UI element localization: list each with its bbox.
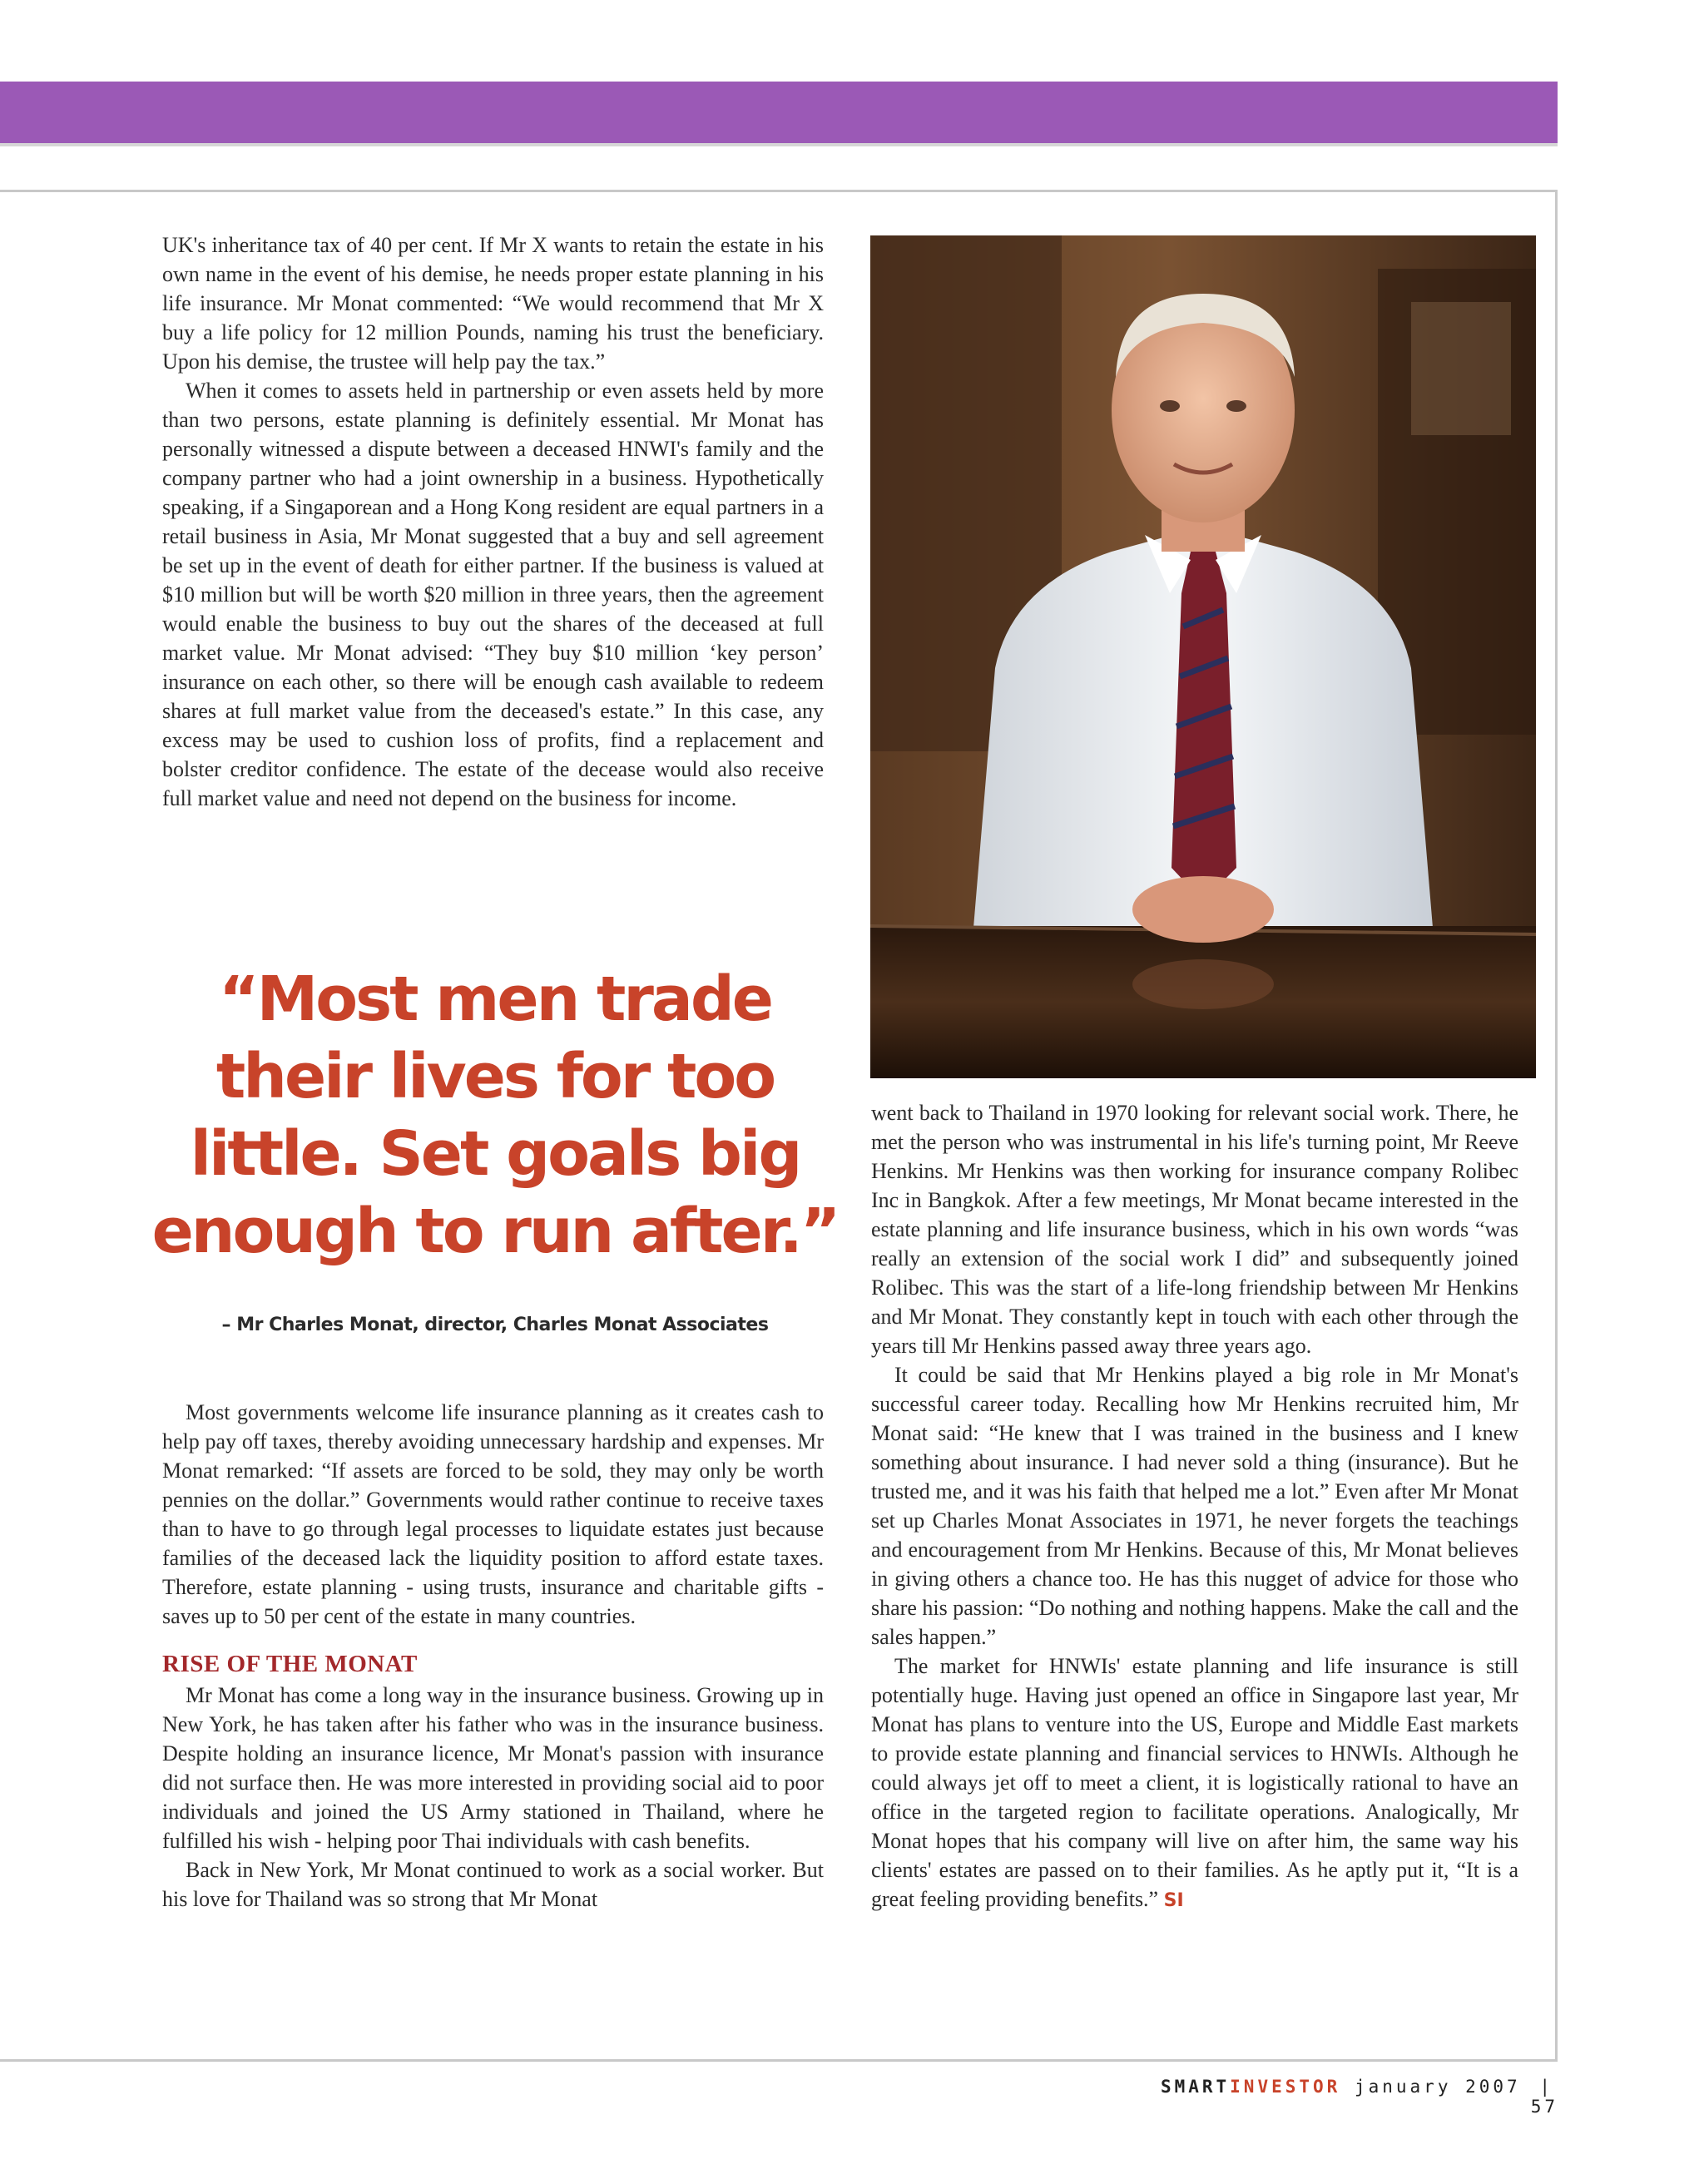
section-subhead: RISE OF THE MONAT — [162, 1651, 418, 1677]
end-mark: SI — [1163, 1890, 1184, 1911]
paragraph: went back to Thailand in 1970 looking for relevant social work. There, he met the person who was instrumental in his life's turning point, Mr Reeve Henkins. Mr Henkins was then working for insurance company Rolibec Inc in Bangkok. After a few meetings, Mr Monat became interested in the estate planning and life insurance business, which in his own words “was really an extension of the social work I did” and subsequently joined Rolibec. This was the start of a life-long friendship between Mr Henkins and Mr Monat. They constantly kept in touch with each other through the years till Mr Henkins passed away three years ago. — [871, 1101, 1518, 1358]
paragraph: When it comes to assets held in partnership or even assets held by more than two persons, estate planning is definitely essential. Mr Monat has personally witnessed a dispute between a deceased HNWI's family and the company partner who had a joint ownership in a business. Hypothetically speaking, if a Singaporean and a Hong Kong resident are equal partners in a retail business in Asia, Mr Monat suggested that a buy and sell agreement be set up in the event of death for either partner. If the business is valued at $10 million but will be worth $20 million in three years, then the agreement would enable the business to buy out the shares of the deceased at full market value. Mr Monat advised: “They buy $10 million ‘key person’ insurance on each other, so there will be enough cash available to redeem shares at full market value from the deceased's estate.” In this case, any excess may be used to cushion loss of profits, find a replacement and bolster creditor confidence. The estate of the decease would also receive full market value and need not depend on the business for income. — [162, 379, 824, 810]
article-column-1-top — [162, 230, 824, 813]
top-divider — [0, 190, 1558, 192]
header-banner — [0, 82, 1558, 143]
paragraph-text: The market for HNWIs' estate planning and life insurance is still potentially huge. Having just opened an office in Singapore last year, Mr Monat has plans to venture into the US, Europe and Middle East markets to provide estate planning and financial services to HNWIs. Although he could always jet off to meet a client, it is logistically rational to have an office in the targeted region to facilitate operations. Analogically, Mr Monat hopes that his company will live on after him, the same way his clients' estates are passed on to their families. As he aptly put it, “It is a great feeling providing benefits.” — [871, 1654, 1518, 1911]
pull-quote — [150, 961, 840, 1270]
portrait-photo — [870, 235, 1536, 1078]
article-column-2 — [871, 1098, 1518, 1915]
paragraph: It could be said that Mr Henkins played a big role in Mr Monat's successful career today. Recalling how Mr Henkins recruited him, Mr Monat said: “He knew that I was trained in the business and I knew something about insurance. I had never sold a thing (insurance). But he trusted me, and it was his faith that helped me a lot.” Even after Mr Monat set up Charles Monat Associates in 1971, he never forgets the teachings and encouragement from Mr Henkins. Because of this, Mr Monat believes in giving others a chance too. He has this nugget of advice for those who share his passion: “Do nothing and nothing happens. Make the call and the sales happen.” — [871, 1363, 1518, 1649]
paragraph: UK's inheritance tax of 40 per cent. If Mr X wants to retain the estate in his own name in the event of his demise, he needs proper estate planning in his life insurance. Mr Monat commented: “We would recommend that Mr X buy a life policy for 12 million Pounds, naming his trust the beneficiary. Upon his demise, the trustee will help pay the tax.” — [162, 233, 824, 374]
article-column-1-bottom — [162, 1398, 824, 1914]
pull-quote-attribution: – Mr Charles Monat, director, Charles Monat Associates — [221, 1315, 769, 1335]
paragraph: Most governments welcome life insurance planning as it creates cash to help pay off taxes, thereby avoiding unnecessary hardship and expenses. Mr Monat remarked: “If assets are forced to be sold, they may only be worth pennies on the dollar.” Governments would rather continue to receive taxes than to have to go through legal processes to liquidate estates just because families of the deceased lack the liquidity position to afford estate taxes. Therefore, estate planning - using trusts, insurance and charitable gifts - saves up to 50 per cent of the estate in many countries. — [162, 1400, 824, 1628]
brand-name-part2: INVESTOR — [1230, 2077, 1341, 2097]
page-footer — [1148, 2077, 1558, 2117]
close-quote-mark: ” — [800, 1196, 839, 1267]
portrait-photo-icon — [870, 235, 1536, 1078]
paragraph: Mr Monat has come a long way in the insurance business. Growing up in New York, he has taken after his father who was in the insurance business. Despite holding an insurance licence, Mr Monat's passion with insurance did not surface then. He was more interested in providing social aid to poor individuals and joined the US Army stationed in Thailand, where he fulfilled his wish - helping poor Thai individuals with cash benefits. — [162, 1683, 824, 1853]
pull-quote-text: Most men trade their lives for too little. Set goals big enough to run after. — [151, 963, 800, 1267]
paragraph: Back in New York, Mr Monat continued to work as a social worker. But his love for Thailand was so strong that Mr Monat — [162, 1858, 824, 1911]
right-divider — [1555, 190, 1558, 2062]
bottom-divider — [0, 2059, 1558, 2062]
open-quote-mark: “ — [218, 963, 257, 1035]
page-number: 57 — [1530, 2097, 1558, 2117]
issue-date: january 2007 — [1354, 2077, 1521, 2097]
paragraph — [871, 1652, 1518, 1915]
brand-name-part1: SMART — [1160, 2077, 1231, 2097]
footer-separator: | — [1539, 2077, 1553, 2097]
